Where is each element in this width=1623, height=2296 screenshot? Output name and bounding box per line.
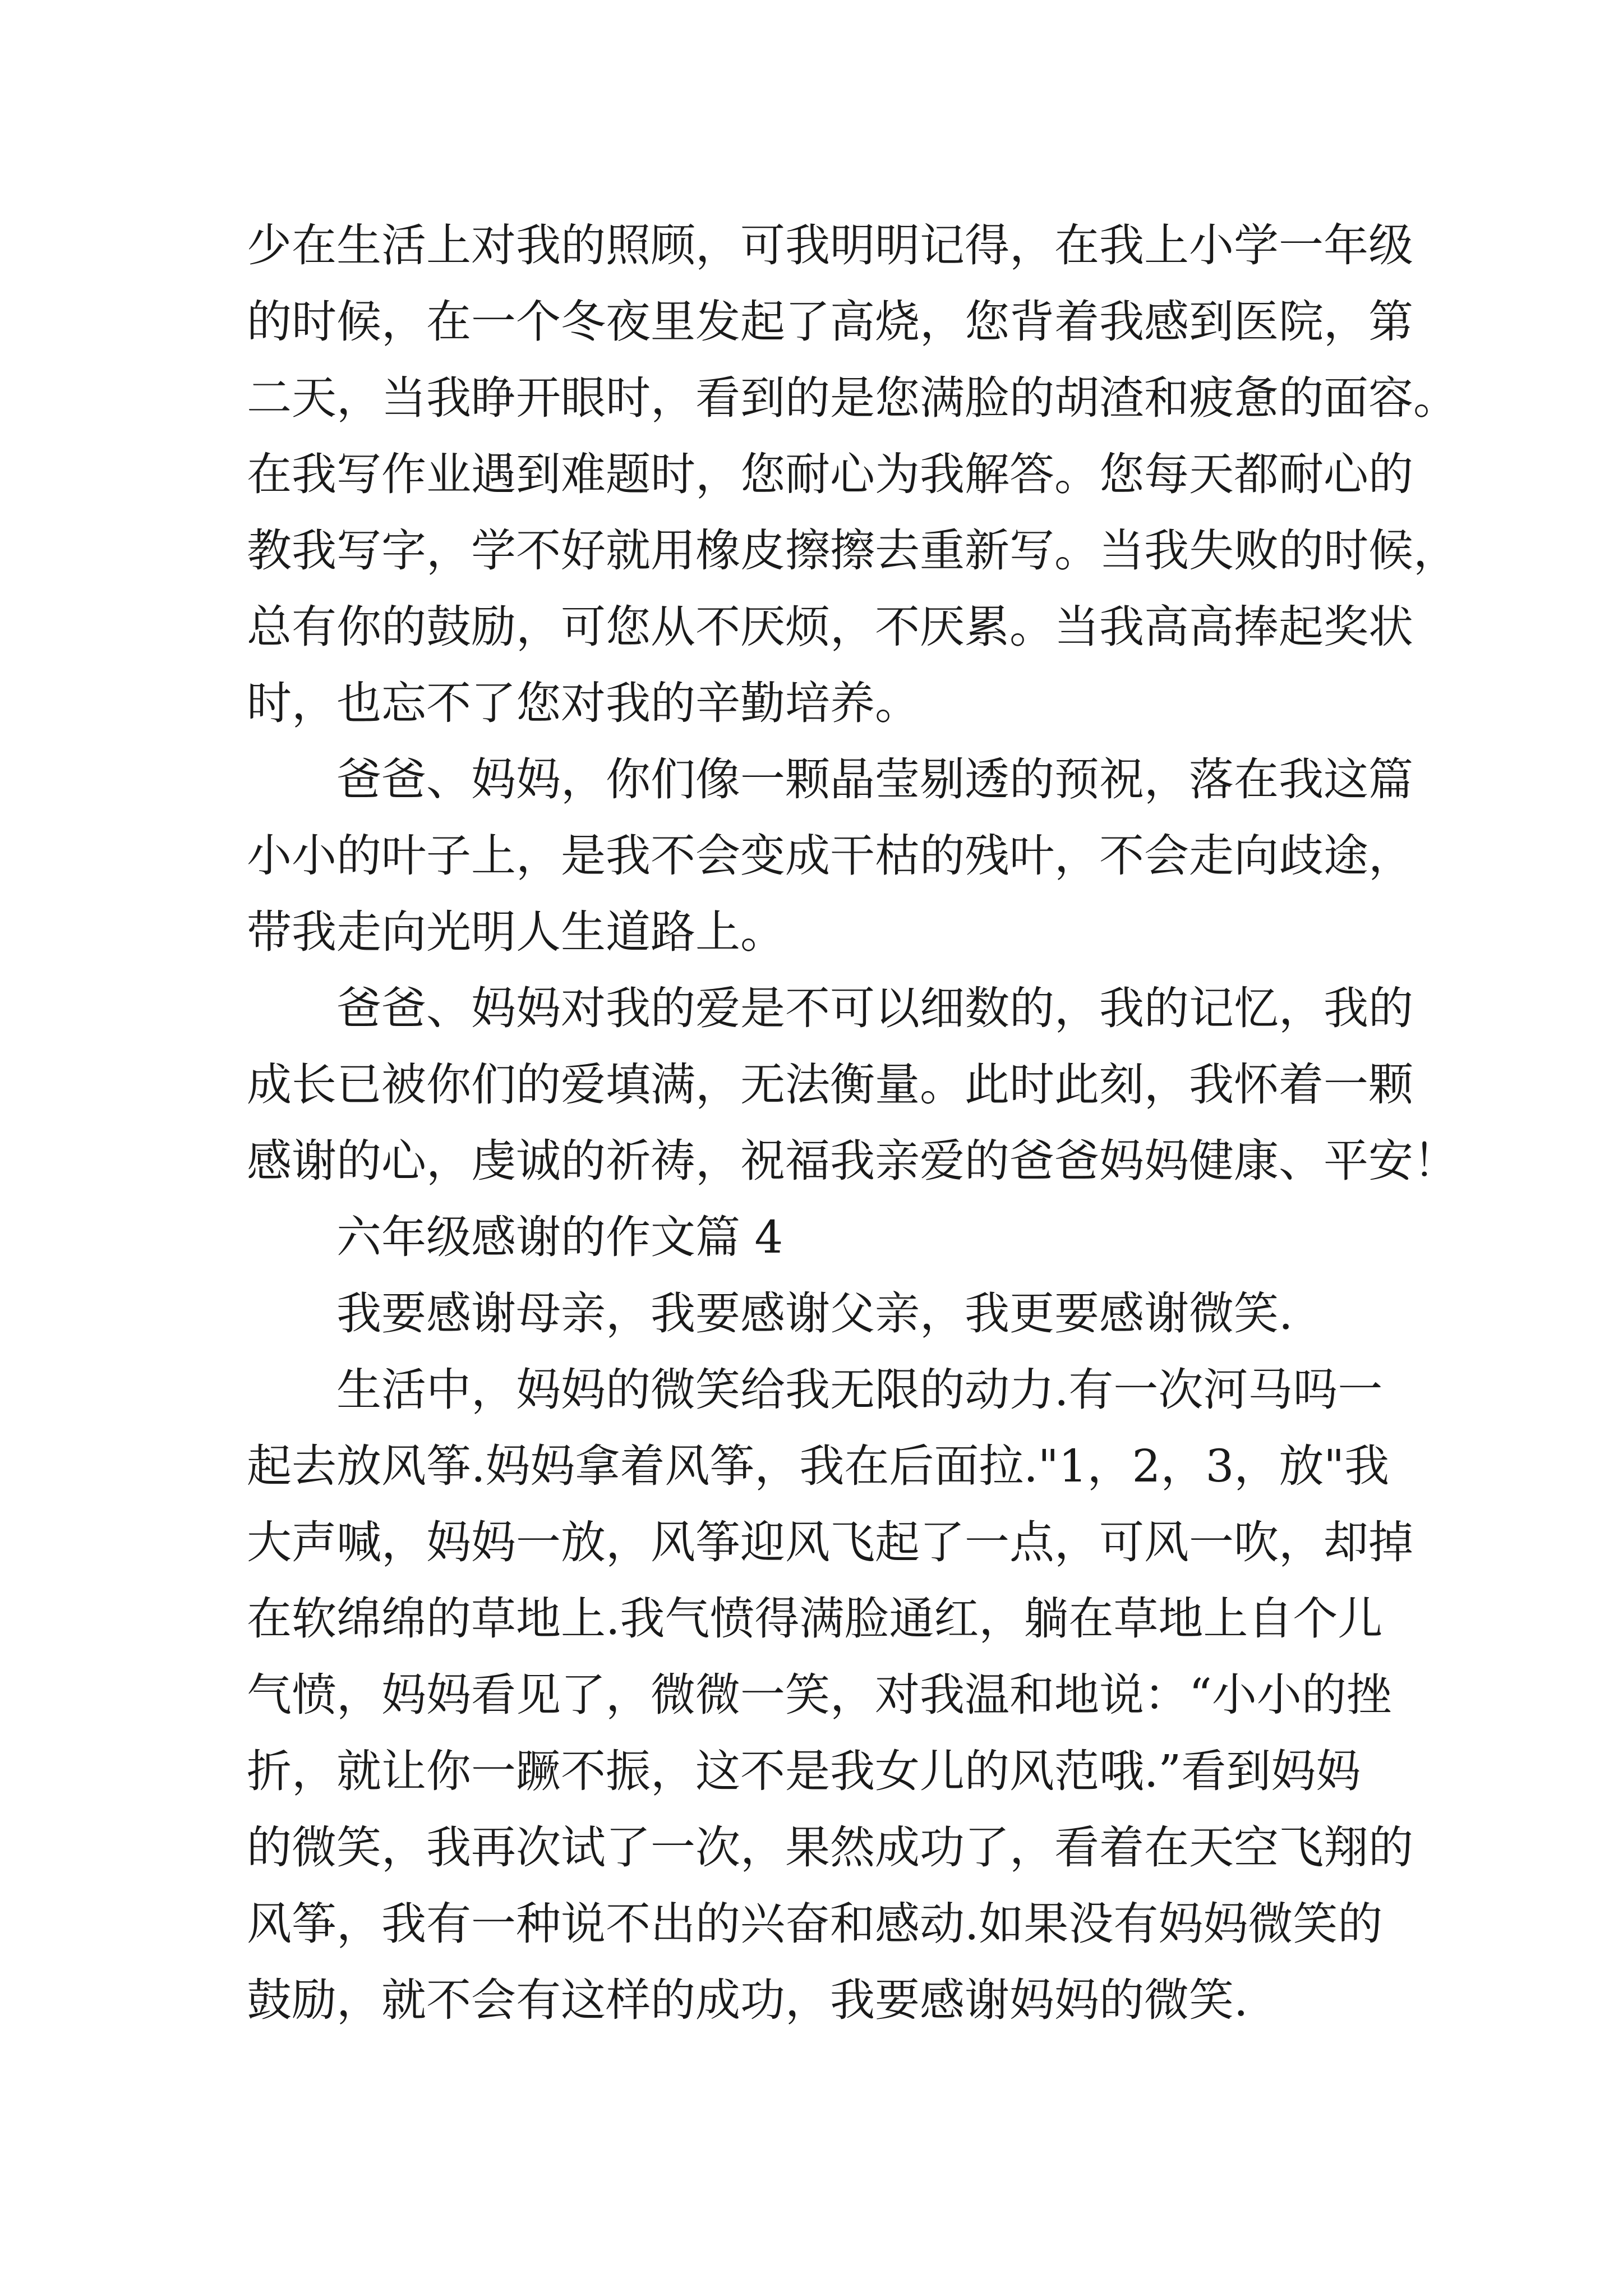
- text-line-13: 感谢的心，虔诚的祈祷，祝福我亲爱的爸爸妈妈健康、平安！: [247, 1135, 1458, 1187]
- text-line-20: 气愤，妈妈看见了，微微一笑，对我温和地说：“小小的挫: [247, 1669, 1391, 1721]
- text-line-24: 鼓励，就不会有这样的成功，我要感谢妈妈的微笑.: [247, 1974, 1248, 2026]
- text-line-2: 的时候，在一个冬夜里发起了高烧，您背着我感到医院，第: [247, 296, 1413, 348]
- text-line-8: 爸爸、妈妈，你们像一颗晶莹剔透的预祝，落在我这篇: [336, 753, 1413, 806]
- text-line-9: 小小的叶子上，是我不会变成干枯的残叶，不会走向歧途，: [247, 830, 1413, 882]
- text-line-22: 的微笑，我再次试了一次，果然成功了，看着在天空飞翔的: [247, 1821, 1413, 1874]
- text-line-15: 我要感谢母亲，我要感谢父亲，我更要感谢微笑.: [336, 1287, 1293, 1340]
- text-line-18: 大声喊，妈妈一放，风筝迎风飞起了一点，可风一吹，却掉: [247, 1516, 1413, 1568]
- text-line-21: 折，就让你一蹶不振，这不是我女儿的风范哦.”看到妈妈: [247, 1745, 1361, 1797]
- text-line-19: 在软绵绵的草地上.我气愤得满脸通红，躺在草地上自个儿: [247, 1593, 1383, 1645]
- text-line-6: 总有你的鼓励，可您从不厌烦，不厌累。当我高高捧起奖状: [247, 601, 1413, 653]
- text-line-1: 少在生活上对我的照顾，可我明明记得，在我上小学一年级: [247, 219, 1413, 272]
- section-heading: 六年级感谢的作文篇 4: [336, 1211, 783, 1263]
- text-line-10: 带我走向光明人生道路上。: [247, 906, 785, 958]
- text-line-17: 起去放风筝.妈妈拿着风筝，我在后面拉."1，2，3，放"我: [247, 1440, 1390, 1492]
- text-line-23: 风筝，我有一种说不出的兴奋和感动.如果没有妈妈微笑的: [247, 1898, 1383, 1950]
- text-line-4: 在我写作业遇到难题时，您耐心为我解答。您每天都耐心的: [247, 448, 1413, 500]
- text-line-3: 二天，当我睁开眼时，看到的是您满脸的胡渣和疲惫的面容。: [247, 372, 1458, 424]
- text-line-12: 成长已被你们的爱填满，无法衡量。此时此刻，我怀着一颗: [247, 1059, 1413, 1111]
- document-body: [247, 208, 1458, 2039]
- text-line-11: 爸爸、妈妈对我的爱是不可以细数的，我的记忆，我的: [336, 982, 1413, 1034]
- text-line-5: 教我写字，学不好就用橡皮擦擦去重新写。当我失败的时候，: [247, 524, 1458, 577]
- text-line-7: 时，也忘不了您对我的辛勤培养。: [247, 677, 920, 729]
- text-line-16: 生活中，妈妈的微笑给我无限的动力.有一次河马吗一: [336, 1364, 1383, 1416]
